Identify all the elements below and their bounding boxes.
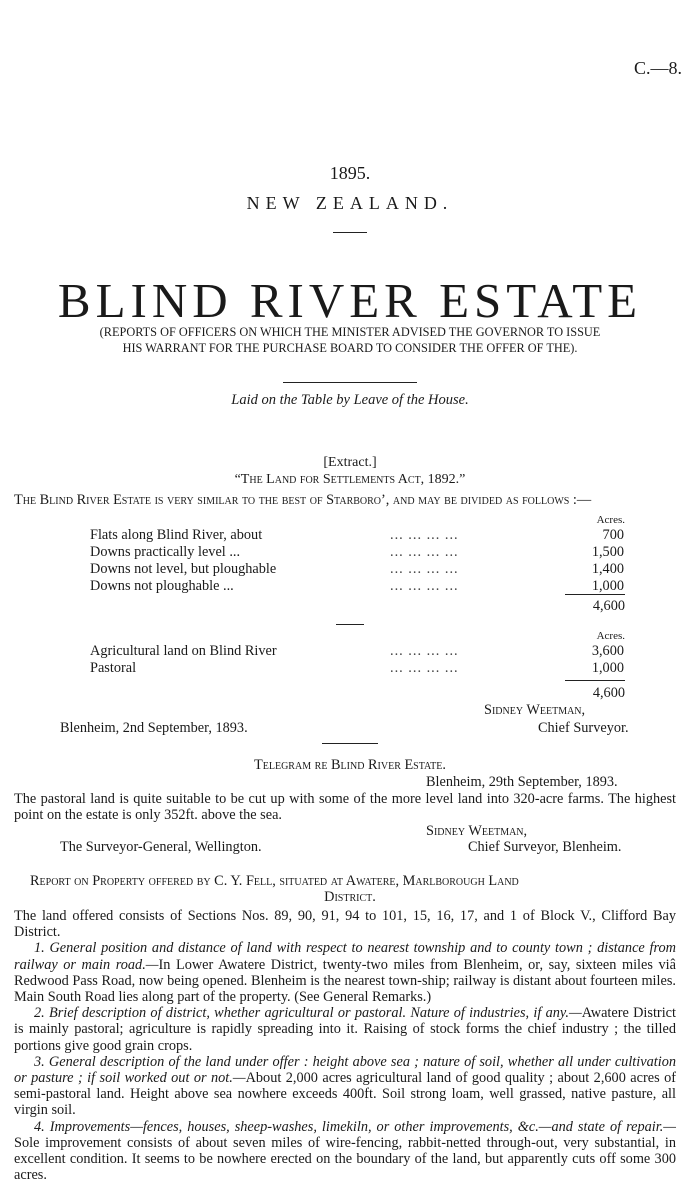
row-label: Downs not ploughable ...	[90, 578, 234, 594]
units-label: Acres.	[596, 514, 625, 526]
act-title: “The Land for Settlements Act, 1892.”	[234, 472, 466, 487]
table-row: Pastoral ... ... ... ... 1,000	[90, 660, 624, 676]
place-date: Blenheim, 2nd September, 1893.	[60, 720, 248, 736]
land-use-table	[90, 643, 624, 677]
signer-name: Sidney Weetman,	[484, 702, 586, 718]
row-value: 1,500	[591, 544, 624, 560]
list-item	[14, 1119, 676, 1184]
extract-intro-text: The Blind River Estate is very similar to the best of Starboro’, and may be divided as follows :—	[14, 492, 592, 508]
total-value: 4,600	[592, 598, 625, 614]
divider	[283, 382, 417, 383]
report-body	[14, 908, 676, 1183]
row-label: Flats along Blind River, about	[90, 527, 263, 543]
page-title: BLIND RIVER ESTATE	[57, 273, 643, 328]
item-lead: 3. General description of the land under offer : height above sea ; nature of soil, whether all under cultivation or pasture ; if soil worked out or not.—	[14, 1053, 676, 1087]
divider	[322, 743, 378, 744]
units-label: Acres.	[596, 630, 625, 642]
total-rule	[565, 680, 625, 681]
item-text: About 2,000 acres agricultural land of good quality ; about 2,600 acres of semi-pastoral land. Height above sea nowhere exceeds 400ft. Soil strong loam, well grassed, native pasture, all virgin soil.	[14, 1070, 677, 1119]
item-text: In Lower Awatere District, twenty-two miles from Blenheim, or, say, sixteen miles viâ Redwood Pass Road, now being opened. Blenheim is the nearest town-ship; railway is distant about fourteen miles. Main South Road lies along part of the property. (See General Remarks.)	[14, 956, 676, 1006]
signer-title: Chief Surveyor, Blenheim.	[468, 839, 622, 855]
item-lead: 2. Brief description of district, whether agricultural or pastoral. Nature of industries, if any.—	[34, 1005, 582, 1022]
row-value: 1,000	[591, 660, 624, 676]
row-label: Downs not level, but ploughable	[90, 561, 277, 577]
row-label: Downs practically level ...	[90, 544, 241, 560]
divider	[336, 624, 364, 625]
document-reference: C.—8.	[633, 58, 682, 78]
item-lead: 4. Improvements—fences, houses, sheep-washes, limekiln, or other improvements, &c.—and state of repair.—	[34, 1118, 676, 1135]
row-label: Pastoral	[90, 660, 137, 676]
subtitle-line-1: (REPORTS OF OFFICERS ON WHICH THE MINISTER ADVISED THE GOVERNOR TO ISSUE	[99, 325, 601, 339]
extract-label: [Extract.]	[323, 455, 377, 470]
list-item	[14, 1054, 676, 1119]
report-intro: The land offered consists of Sections Nos. 89, 90, 91, 94 to 101, 15, 16, 17, and 1 of Block V., Clifford Bay District.	[14, 908, 676, 941]
row-label: Agricultural land on Blind River	[90, 643, 277, 659]
total-value: 4,600	[592, 685, 625, 701]
report-heading: Report on Property offered by C. Y. Fell, situated at Awatere, Marlborough Land	[30, 873, 519, 889]
row-value: 700	[602, 527, 624, 543]
item-text: Sole improvement consists of about seven miles of wire-fencing, rabbit-netted through-out, very substantial, in excellent condition. It seems to be nowhere erected on the boundary of the land, but apparently cuts off some 300 acres.	[14, 1134, 676, 1184]
country-heading: NEW ZEALAND.	[246, 193, 454, 213]
item-lead: 1. General position and distance of land with respect to nearest township and to county town ; distance from railway or main road.—	[14, 940, 676, 973]
row-value: 1,400	[591, 561, 624, 577]
acreage-table	[90, 527, 624, 595]
extract-intro	[14, 492, 676, 508]
table-row: Flats along Blind River, about ... ... ... ... 700	[90, 527, 624, 543]
row-value: 3,600	[591, 643, 624, 659]
table-row: Agricultural land on Blind River ... ... ... ... 3,600	[90, 643, 624, 659]
report-heading-cont: District.	[324, 889, 376, 905]
laid-statement: Laid on the Table by Leave of the House.	[231, 392, 469, 408]
subtitle-line-2: HIS WARRANT FOR THE PURCHASE BOARD TO CONSIDER THE OFFER OF THE).	[122, 341, 578, 355]
telegram-body: The pastoral land is quite suitable to be cut up with some of the more level land into 320-acre farms. The highest point on the estate is only 352ft. above the sea.	[14, 791, 676, 824]
table-row: Downs practically level ... ... ... ... ... 1,500	[90, 544, 624, 560]
item-text: Awatere District is mainly pastoral; agriculture is rapidly spreading into it. Raising of stock forms the chief industry ; the tilled portions give good grain crops.	[14, 1005, 676, 1054]
telegram-date: Blenheim, 29th September, 1893.	[426, 774, 618, 790]
addressee: The Surveyor-General, Wellington.	[60, 839, 262, 855]
list-item	[14, 940, 676, 1005]
subtitle	[0, 324, 700, 356]
divider	[333, 232, 367, 233]
table-row: Downs not level, but ploughable ... ... ... ... 1,400	[90, 561, 624, 577]
signer-name: Sidney Weetman,	[426, 823, 528, 839]
year: 1895.	[329, 163, 371, 183]
signer-title: Chief Surveyor.	[538, 720, 629, 736]
total-rule	[565, 594, 625, 595]
telegram-heading: Telegram re Blind River Estate.	[254, 757, 446, 773]
list-item	[14, 1005, 676, 1054]
row-value: 1,000	[591, 578, 624, 594]
table-row: Downs not ploughable ... ... ... ... ... 1,000	[90, 578, 624, 594]
